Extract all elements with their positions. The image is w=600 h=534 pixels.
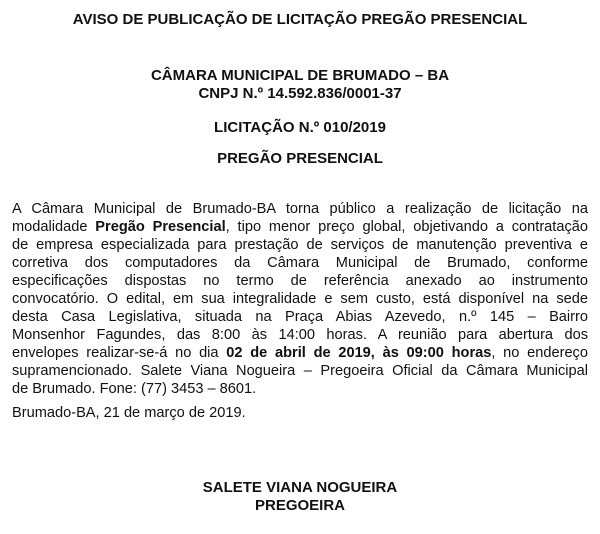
date-line: Brumado-BA, 21 de março de 2019. (12, 405, 246, 421)
body-line (12, 290, 588, 308)
text-segment: de empresa especializada para prestação de serviços de manutenção preventiva e (12, 237, 588, 253)
body-line (12, 236, 588, 254)
document-title: AVISO DE PUBLICAÇÃO DE LICITAÇÃO PREGÃO PRESENCIAL (72, 11, 528, 28)
cnpj-number: CNPJ N.º 14.592.836/0001-37 (198, 85, 402, 102)
body-line (12, 308, 588, 326)
text-segment: especificações dispostas no termo de referência anexado ao instrumento (12, 273, 588, 289)
text-segment: de Brumado. Fone: (77) 3453 – 8601. (12, 381, 257, 397)
licitacao-number: LICITAÇÃO N.º 010/2019 (214, 119, 386, 136)
text-segment: modalidade (12, 219, 96, 235)
body-line (12, 362, 588, 380)
body-line (12, 254, 588, 272)
text-segment: corretiva dos computadores da Câmara Municipal de Brumado, conforme (12, 255, 588, 271)
text-segment: Monsenhor Fagundes, das 8:00 às 14:00 horas. A reunião para abertura dos (12, 327, 588, 343)
body-line (12, 200, 588, 218)
bold-text: 02 de abril de 2019, às 09:00 horas (226, 345, 492, 361)
text-segment: A Câmara Municipal de Brumado-BA torna público a realização de licitação na (12, 201, 588, 217)
text-segment: , tipo menor preço global, objetivando a contratação (225, 219, 588, 235)
body-line (12, 326, 588, 344)
text-segment: desta Casa Legislativa, situada na Praça Abias Azevedo, n.º 145 – Bairro (12, 309, 588, 325)
body-line (12, 272, 588, 290)
bold-text: Pregão Presencial (95, 219, 226, 235)
text-segment: , no endereço (491, 345, 588, 361)
body-line (12, 218, 588, 236)
text-segment: convocatório. O edital, em sua integralidade e sem custo, está disponível na sede (12, 291, 588, 307)
text-segment: supramencionado. Salete Viana Nogueira – Pregoeira Oficial da Câmara Municipal (12, 363, 588, 379)
body-line (12, 344, 588, 362)
signatory-name: SALETE VIANA NOGUEIRA (202, 479, 398, 496)
signatory-role: PREGOEIRA (254, 497, 345, 514)
text-segment: envelopes realizar-se-á no dia (12, 345, 227, 361)
body-line (12, 380, 588, 398)
entity-name: CÂMARA MUNICIPAL DE BRUMADO – BA (150, 67, 450, 84)
modalidade-heading: PREGÃO PRESENCIAL (217, 150, 383, 167)
notice-body (12, 200, 588, 398)
